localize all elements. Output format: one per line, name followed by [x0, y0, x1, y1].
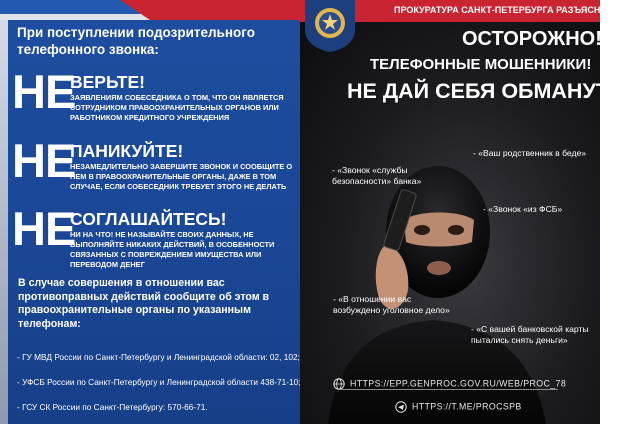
- report-notice: В случае совершения в отношении вас противоправных действий сообщите об этом в правоохранительные органы по указанным телефонам:: [18, 277, 270, 330]
- intro-text: При поступлении подозрительного телефонного звонка:: [17, 25, 255, 57]
- web-link-text[interactable]: HTTPS://EPP.GENPROC.GOV.RU/WEB/PROC_78: [350, 378, 567, 389]
- telegram-link[interactable]: [395, 400, 522, 413]
- advice-prefix: НЕ: [12, 134, 76, 187]
- prosecutor-explains-label: ПРОКУРАТУРА САНКТ-ПЕТЕРБУРГА РАЗЪЯСНЯЕТ: [394, 5, 619, 15]
- advice-prefix: НЕ: [12, 202, 76, 255]
- warning-phone-fraudsters: ТЕЛЕФОННЫЕ МОШЕННИКИ!: [370, 56, 592, 73]
- contact-item-sk: - ГСУ СК России по Санкт-Петербургу: 570-66-71.: [17, 402, 208, 412]
- advice-text: ЗАЯВЛЕНИЯМ СОБЕСЕДНИКА О ТОМ, ЧТО ОН ЯВЛЯЕТСЯ СОТРУДНИКОМ ПРАВООХРАНИТЕЛЬНЫХ ОРГАНОВ ИЛИ РАБОТНИКОМ КРЕДИТНОГО УЧРЕЖДЕНИЯ: [70, 93, 284, 122]
- scam-quote-relative: - «Ваш родственник в беде»: [473, 148, 587, 158]
- warning-dont-be-fooled: НЕ ДАЙ СЕБЯ ОБМАНУТЬ!: [347, 79, 632, 103]
- warning-caution: ОСТОРОЖНО!: [462, 28, 602, 50]
- telegram-link-text[interactable]: HTTPS://T.ME/PROCSPB: [412, 401, 522, 412]
- prosecutor-emblem-icon: [301, 0, 359, 52]
- link-divider: [340, 389, 558, 390]
- scam-quote-bank-card: - «С вашей банковской карты пытались снять деньги»: [471, 324, 589, 345]
- web-link[interactable]: [333, 377, 566, 390]
- left-panel: [0, 0, 300, 424]
- advice-text: НЕЗАМЕДЛИТЕЛЬНО ЗАВЕРШИТЕ ЗВОНОК И СООБЩИТЕ О НЕМ В ПРАВООХРАНИТЕЛЬНЫЕ ОРГАНЫ, ДАЖЕ В ТОМ СЛУЧАЕ, ЕСЛИ СОБЕСЕДНИК ТРЕБУЕТ ЭТОГО НЕ ДЕЛАТЬ: [70, 162, 293, 191]
- advice-prefix: НЕ: [12, 65, 76, 118]
- contact-item-mvd: - ГУ МВД России по Санкт-Петербургу и Ленинградской области: 02, 102;: [17, 352, 300, 362]
- telegram-icon: [395, 401, 407, 413]
- advice-heading: СОГЛАШАЙТЕСЬ!: [70, 209, 227, 229]
- scam-quote-criminal-case: - «В отношении вас возбуждено уголовное дело»: [333, 294, 450, 315]
- advice-heading: ВЕРЬТЕ!: [70, 72, 145, 92]
- scam-quote-bank-security: - «Звонок «службы безопасности» банка»: [332, 165, 422, 186]
- scam-quote-fsb: - «Звонок «из ФСБ»: [483, 204, 563, 214]
- globe-icon: [333, 378, 345, 390]
- contact-list: [17, 352, 301, 416]
- advice-heading: ПАНИКУЙТЕ!: [70, 141, 184, 161]
- advice-text: НИ НА ЧТО! НЕ НАЗЫВАЙТЕ СВОИХ ДАННЫХ, НЕ ВЫПОЛНЯЙТЕ НИКАКИХ ДЕЙСТВИЙ, В ОСОБЕННОСТИ СВЯЗАННЫХ С ПОВРЕЖДЕНИЕМ ИМУЩЕСТВА ИЛИ ПЕРЕВОДОМ ДЕНЕГ: [70, 230, 275, 269]
- contact-item-fsb: - УФСБ России по Санкт-Петербургу и Ленинградской области 438-71-10;: [17, 377, 301, 387]
